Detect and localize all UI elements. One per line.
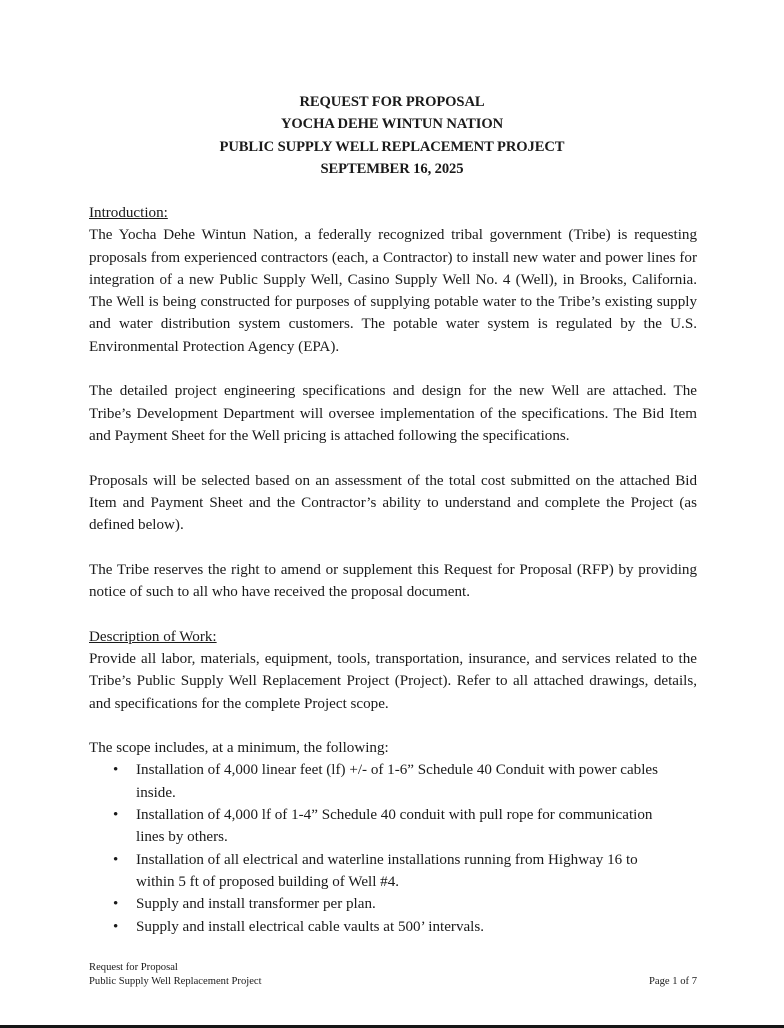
document-title: REQUEST FOR PROPOSAL — [299, 94, 485, 110]
description-of-work-heading: Description of Work: — [89, 628, 217, 645]
organization-name: YOCHA DEHE WINTUN NATION — [280, 116, 504, 133]
scope-item-text: Supply and install electrical cable vaults at 500’ intervals. — [136, 918, 485, 935]
bullet-icon: • — [113, 807, 119, 824]
document-date: SEPTEMBER 16, 2025 — [320, 160, 464, 177]
scope-intro: The scope includes, at a minimum, the following: — [89, 740, 389, 757]
selection-criteria-paragraph: Proposals will be selected based on an assessment of the total cost submitted on the attached Bid Item and Payment Sheet and the Contractor’s ability to understand and complete the Project (as defined below). — [89, 472, 697, 534]
paragraph-spacer — [89, 358, 697, 380]
page-number: Page 1 of 7 — [649, 976, 697, 987]
scope-list-item — [89, 893, 666, 915]
scope-item-text: Installation of all electrical and waterline installations running from Highway 16 to within 5 ft of proposed building of Well #4. — [136, 851, 638, 890]
bullet-icon: • — [113, 851, 119, 868]
scope-list-item — [89, 916, 666, 938]
page-footer — [89, 961, 697, 989]
paragraph-spacer — [89, 715, 697, 737]
bullet-icon: • — [113, 896, 119, 913]
title-block — [0, 91, 784, 180]
description-of-work-paragraph: Provide all labor, materials, equipment, tools, transportation, insurance, and services related to the Tribe’s Public Supply Well Replacement Project (Project). Refer to all attached drawings, details, and specifications for the complete Project scope. — [89, 650, 697, 712]
introduction-paragraph: The Yocha Dehe Wintun Nation, a federally recognized tribal government (Tribe) is requesting proposals from experienced contractors (each, a Contractor) to install new water and power lines for integration of a new Public Supply Well, Casino Supply Well No. 4 (Well), in Brooks, California. The Well is being constructed for purposes of supplying potable water to the Tribe’s existing supply and water distribution system customers. The potable water system is regulated by the U.S. Environmental Protection Agency (EPA). — [89, 227, 697, 355]
project-name: PUBLIC SUPPLY WELL REPLACEMENT PROJECT — [219, 138, 565, 155]
scope-list-item — [89, 759, 666, 804]
footer-project-name: Public Supply Well Replacement Project — [89, 976, 262, 987]
scope-item-text: Supply and install transformer per plan. — [136, 896, 376, 913]
scope-item-text: Installation of 4,000 linear feet (lf) +/- of 1-6” Schedule 40 Conduit with power cables inside. — [136, 762, 658, 801]
paragraph-spacer — [89, 603, 697, 625]
paragraph-spacer — [89, 536, 697, 558]
scope-item-text: Installation of 4,000 lf of 1-4” Schedule 40 conduit with pull rope for communication lines by others. — [136, 807, 653, 846]
document-body — [89, 202, 697, 938]
amendment-rights-paragraph: The Tribe reserves the right to amend or supplement this Request for Proposal (RFP) by providing notice of such to all who have received the proposal document. — [89, 561, 697, 601]
paragraph-spacer — [89, 447, 697, 469]
scope-list-item — [89, 804, 666, 849]
footer-document-type: Request for Proposal — [89, 962, 178, 973]
introduction-heading: Introduction: — [89, 205, 168, 221]
footer-document-info — [89, 961, 262, 989]
scope-list — [89, 759, 697, 937]
bullet-icon: • — [113, 918, 119, 935]
specifications-paragraph: The detailed project engineering specifications and design for the new Well are attached. The Tribe’s Development Department will oversee implementation of the specifications. The Bid Item and Payment Sheet for the Well pricing is attached following the specifications. — [89, 383, 697, 444]
scope-list-item — [89, 849, 666, 894]
bullet-icon: • — [113, 762, 119, 779]
